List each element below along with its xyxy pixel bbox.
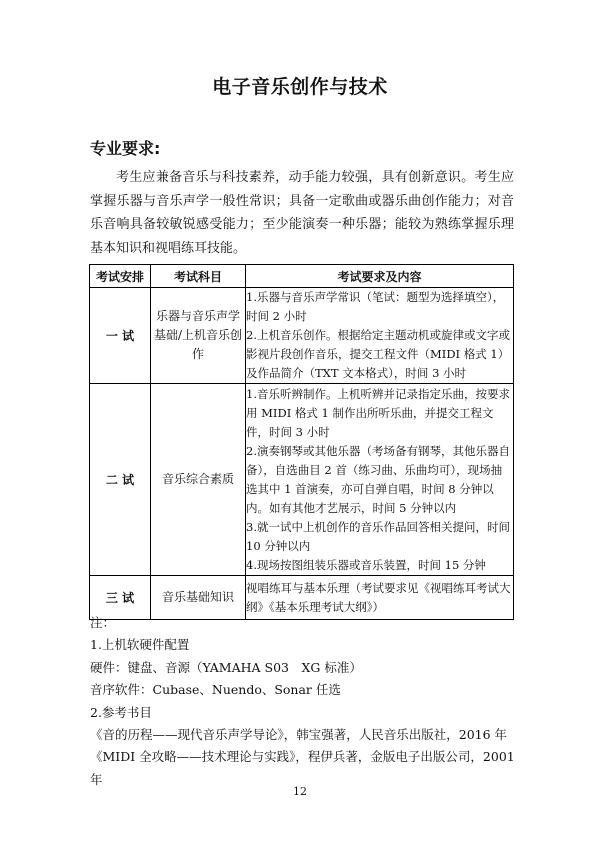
requirements-cell — [246, 288, 514, 384]
requirement-item: 2.演奏钢琴或其他乐器（考场备有钢琴，其他乐器自备），自选曲目 2 首（练习曲、乐曲均可），现场抽选其中 1 首演奏，亦可自弹自唱，时间 8 分钟以内。如有其他才艺展示，时间 5 分钟以内 — [246, 443, 510, 515]
page-title: 电子音乐创作与技术 — [212, 76, 388, 98]
table-header-row — [90, 265, 514, 288]
requirement-item: 3.就一试中上机创作的音乐作品回答相关提问，时间 10 分钟以内 — [246, 519, 510, 553]
requirements-cell — [246, 384, 514, 576]
stage-cell: 一 试 — [90, 288, 151, 384]
exam-table — [89, 264, 514, 620]
note-line: 2.参考书目 — [90, 704, 152, 720]
table-row — [90, 384, 514, 576]
subject-cell: 音乐基础知识 — [151, 576, 246, 620]
note-line: 硬件：键盘、音源（YAMAHA S03 XG 标准） — [90, 659, 362, 675]
subject-cell: 乐器与音乐声学基础/上机音乐创作 — [151, 288, 246, 384]
intro-paragraph: 考生应兼备音乐与科技素养，动手能力较强，具有创新意识。考生应掌握乐器与音乐声学一般性常识；具备一定歌曲或器乐曲创作能力；对音乐音响具备较敏锐感受能力；至少能演奏一种乐器；能较为熟练掌握乐理基本知识和视唱练耳技能。 — [90, 170, 514, 256]
header-subject: 考试科目 — [151, 265, 246, 288]
section-heading: 专业要求: — [90, 139, 161, 158]
notes-section — [90, 612, 520, 791]
note-line: 《音的历程——现代音乐声学导论》，韩宝强著，人民音乐出版社，2016 年 — [90, 727, 508, 743]
note-line: 1.上机软硬件配置 — [90, 637, 190, 653]
requirement-item: 4.现场按图组装乐器或音乐装置，时间 15 分钟 — [246, 557, 486, 572]
table-row — [90, 288, 514, 384]
stage-cell: 三 试 — [90, 576, 151, 620]
header-stage: 考试安排 — [90, 265, 151, 288]
header-requirements: 考试要求及内容 — [246, 265, 514, 288]
note-line: 《MIDI 全攻略——技术理论与实践》，程伊兵著，金版电子出版公司，2001 — [90, 749, 515, 765]
note-line: 年 — [90, 771, 103, 787]
requirement-item: 1.音乐听辨制作。上机听辨并记录指定乐曲，按要求用 MIDI 格式 1 制作出所听乐曲，并提交工程文件，时间 3 小时 — [246, 386, 510, 439]
subject-cell: 音乐综合素质 — [151, 384, 246, 576]
requirement-item: 2.上机音乐创作。根据给定主题动机或旋律或文字或影视片段创作音乐，提交工程文件（MIDI 格式 1）及作品简介（TXT 文本格式），时间 3 小时 — [246, 328, 510, 380]
requirement-item: 视唱练耳与基本乐理（考试要求见《视唱练耳考试大纲》《基本乐理考试大纲》） — [246, 580, 511, 614]
note-line: 音序软件：Cubase、Nuendo、Sonar 任选 — [90, 682, 341, 698]
notes-label: 注： — [90, 615, 116, 630]
page-number: 12 — [293, 785, 307, 798]
requirement-item: 1.乐器与音乐声学常识（笔试：题型为选择填空），时间 2 小时 — [246, 290, 505, 323]
stage-cell: 二 试 — [90, 384, 151, 576]
